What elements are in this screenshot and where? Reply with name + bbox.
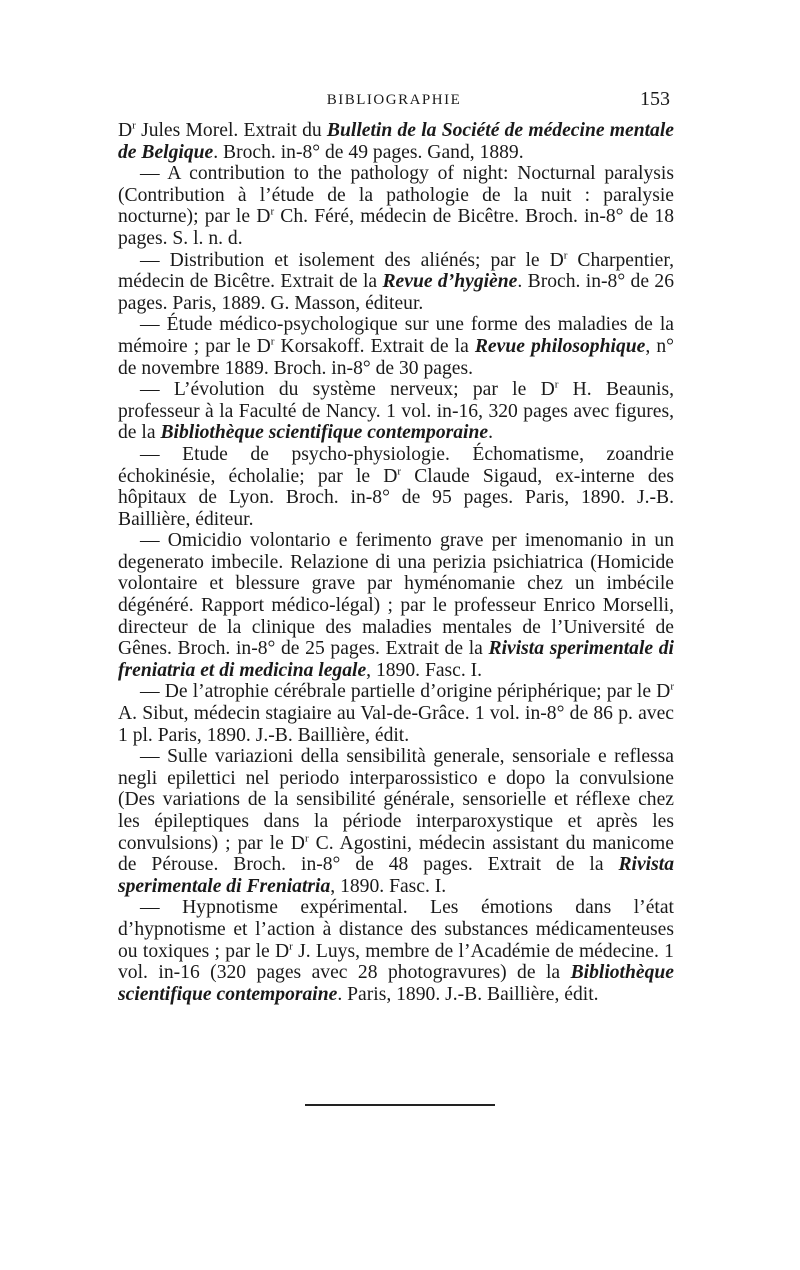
journal-title: Rivista sperimentale di Freniatria [118,854,674,897]
bibliography-entry: — Omicidio volontario e ferimento grave per imenomanio in un degenerato imbecile. Relazione di una perizia psichiatrica (Homicide volontaire et blessure grave par hyménomanie chez un imbécile dégénéré. Rapport médico-légal) ; par le professeur Enrico Morselli, directeur de la clinique des maladies mentales de l’Université de Gênes. Broch. in-8° de 25 pages. Extrait de la Rivista sperimentale di freniatria et di medicina legale, 1890. Fasc. I. [118,530,674,681]
journal-title: Bulletin de la Société de médecine mentale de Belgique [118,120,674,163]
section-divider [305,1104,495,1106]
page-number: 153 [640,88,670,110]
bibliography-entry: — Etude de psycho-physiologie. Échomatisme, zoandrie échokinésie, écholalie; par le $D^r$ Claude Sigaud, ex-interne des hôpitaux de Lyon. Broch. in-8° de 95 pages. Paris, 1890. J.-B. Baillière, éditeur. [118,443,674,530]
bibliography-entry: — L’évolution du système nerveux; par le $D^r$ H. Beaunis, professeur à la Faculté de Nancy. 1 vol. in-16, 320 pages avec figures, de la Bibliothèque scientifique contemporaine. [118,378,674,444]
page-header [118,90,670,116]
running-title: BIBLIOGRAPHIE [326,92,462,108]
bibliography-list [118,120,674,1005]
series-title: Bibliothèque scientifique contemporaine [160,422,489,444]
bibliography-entry: — Sulle variazioni della sensibilità generale, sensoriale e reflessa negli epilettici nel periodo interparossistico e dopo la convulsione (Des variations de la sensibilité générale, sensorielle et réflexe chez les épileptiques dans la période interparoxystique et après les convulsions) ; par le $D^r$ C. Agostini, médecin assistant du manicome de Pérouse. Broch. in-8° de 48 pages. Extrait de la Rivista sperimentale di Freniatria, 1890. Fasc. I. [118,746,674,897]
bibliography-entry: — Hypnotisme expérimental. Les émotions dans l’état d’hypnotisme et l’action à distance des substances médicamenteuses ou toxiques ; par le $D^r$ J. Luys, membre de l’Académie de médecine. 1 vol. in-16 (320 pages avec 28 photogravures) de la Bibliothèque scientifique contemporaine. Paris, 1890. J.-B. Baillière, édit. [118,897,674,1005]
journal-title: Revue d’hygiène [382,271,518,293]
journal-title: Rivista sperimentale di freniatria et di medicina legale [118,638,674,681]
bibliography-entry: — Distribution et isolement des aliénés; par le $D^r$ Charpentier, médecin de Bicêtre. Extrait de la Revue d’hygiène. Broch. in-8° de 26 pages. Paris, 1889. G. Masson, éditeur. [118,249,675,314]
series-title: Bibliothèque scientifique contemporaine [118,962,674,1005]
bibliography-entry: $D^r$ Jules Morel. Extrait du Bulletin de la Société de médecine mentale de Belgique. Broch. in-8° de 49 pages. Gand, 1889. [118,119,674,163]
bibliography-entry: — A contribution to the pathology of night: Nocturnal paralysis (Contribution à l’étude de la pathologie de la nuit : paralysie nocturne); par le $D^r$ Ch. Féré, médecin de Bicêtre. Broch. in-8° de 18 pages. S. l. n. d. [118,163,674,249]
journal-title: Revue philosophique [474,335,646,357]
bibliography-entry: — De l’atrophie cérébrale partielle d’origine périphérique; par le $D^r$ A. Sibut, médecin stagiaire au Val-de-Grâce. 1 vol. in-8° de 86 p. avec 1 pl. Paris, 1890. J.-B. Baillière, édit. [118,680,674,746]
bibliography-entry: — Étude médico-psychologique sur une forme des maladies de la mémoire ; par le $D^r$ Korsakoff. Extrait de la Revue philosophique, n° de novembre 1889. Broch. in-8° de 30 pages. [118,314,674,379]
